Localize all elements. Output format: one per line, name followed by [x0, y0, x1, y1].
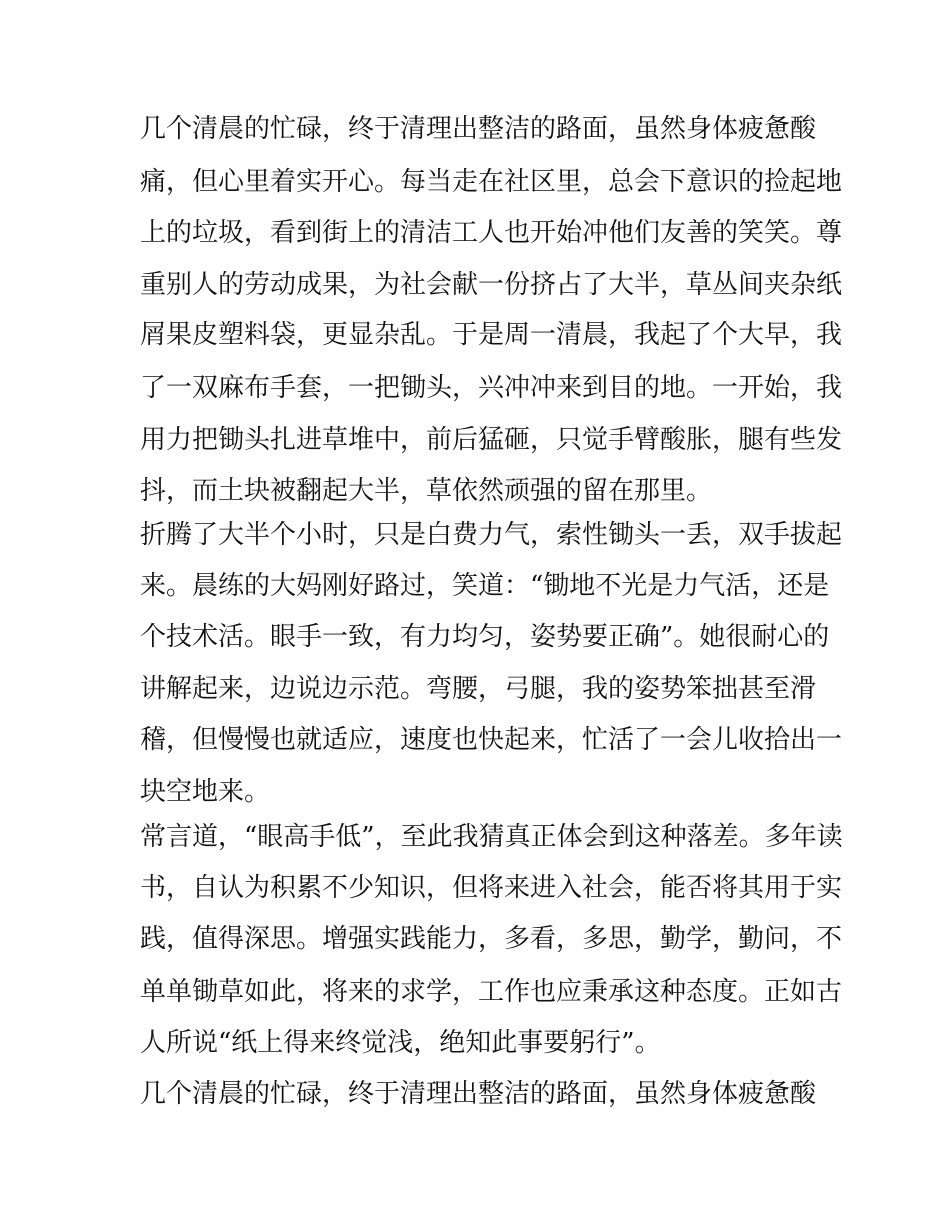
text-line: 人所说“纸上得来终觉浅，绝知此事要躬行”。 — [140, 1028, 661, 1058]
text-line: 上的垃圾，看到街上的清洁工人也开始冲他们友善的笑笑。尊 — [140, 218, 843, 248]
text-line: 重别人的劳动成果，为社会献一份挤占了大半，草丛间夹杂纸 — [140, 270, 843, 300]
text-line: 践，值得深思。增强实践能力，多看，多思，勤学，勤问，不 — [140, 924, 843, 954]
text-line: 抖，而土块被翻起大半，草依然顽强的留在那里。 — [140, 476, 713, 506]
text-line: 几个清晨的忙碌，终于清理出整洁的路面，虽然身体疲惫酸 — [140, 1079, 817, 1109]
text-line: 几个清晨的忙碌，终于清理出整洁的路面，虽然身体疲惫酸 — [140, 114, 817, 144]
text-line: 痛，但心里着实开心。每当走在社区里，总会下意识的捡起地 — [140, 167, 843, 197]
text-line: 了一双麻布手套，一把锄头，兴冲冲来到目的地。一开始，我 — [140, 373, 843, 403]
text-line: 来。晨练的大妈刚好路过，笑道：“锄地不光是力气活，还是 — [140, 571, 830, 601]
text-line: 稽，但慢慢也就适应，速度也快起来，忙活了一会儿收拾出一 — [140, 725, 843, 755]
text-line: 用力把锄头扎进草堆中，前后猛砸，只觉手臂酸胀，腿有些发 — [140, 425, 843, 455]
text-line: 个技术活。眼手一致，有力均匀，姿势要正确”。她很耐心的 — [140, 622, 830, 652]
text-line: 书，自认为积累不少知识，但将来进入社会，能否将其用于实 — [140, 873, 843, 903]
text-line: 讲解起来，边说边示范。弯腰，弓腿，我的姿势笨拙甚至滑 — [140, 674, 817, 704]
text-line: 常言道，“眼高手低”，至此我猜真正体会到这种落差。多年读 — [140, 822, 843, 852]
text-line: 折腾了大半个小时，只是白费力气，索性锄头一丢，双手拔起 — [140, 520, 843, 550]
text-line: 块空地来。 — [140, 777, 271, 807]
text-line: 屑果皮塑料袋，更显杂乱。于是周一清晨，我起了个大早，我 — [140, 320, 843, 350]
text-line: 单单锄草如此，将来的求学，工作也应秉承这种态度。正如古 — [140, 977, 843, 1007]
